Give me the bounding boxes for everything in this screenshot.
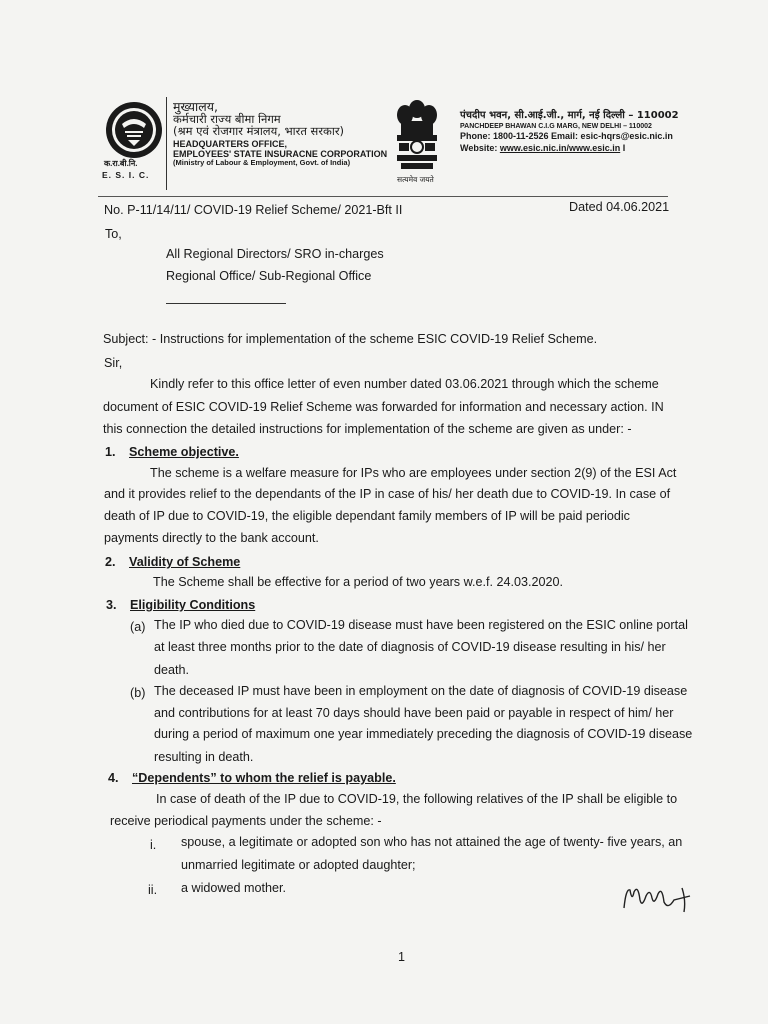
header-english-line-3: (Ministry of Labour & Employment, Govt. of India)	[173, 158, 351, 168]
condition-b-label: (b)	[130, 686, 146, 700]
section-3-heading	[106, 598, 255, 612]
condition-a-line-1: The IP who died due to COVID-19 disease must have been registered on the ESIC online portal	[154, 618, 688, 632]
website-link[interactable]: www.esic.nic.in/www.esic.in	[499, 142, 621, 153]
to-label: To,	[105, 227, 122, 241]
website-suffix: I	[620, 142, 626, 153]
section-4-number: 4.	[108, 771, 119, 785]
dependent-i-label: i.	[150, 838, 157, 852]
section-1-line-2: and it provides relief to the dependants of the IP in case of his/ her death due to COVID-19. In case of	[104, 487, 671, 501]
section-4-heading	[108, 771, 396, 785]
addressee-underline	[166, 303, 286, 304]
dependent-ii-line-1: a widowed mother.	[181, 881, 287, 895]
condition-a-line-2: at least three months prior to the date of diagnosis of COVID-19 disease resulting in his/ her	[154, 640, 666, 654]
condition-a-line-3: death.	[154, 663, 190, 677]
phone-email: Phone: 1800-11-2526 Email: esic-hqrs@esic.nic.in	[460, 131, 673, 142]
section-1-title: Scheme objective.	[129, 445, 239, 459]
condition-b-line-4: resulting in death.	[154, 750, 254, 764]
header-hindi-line-2: कर्मचारी राज्य बीमा निगम	[173, 112, 281, 127]
address-english: PANCHDEEP BHAWAN C.I.G MARG, NEW DELHI – 110002	[460, 122, 652, 130]
esic-abbr-hindi: क.रा.बी.नि.	[104, 159, 138, 168]
section-2-title: Validity of Scheme	[129, 555, 241, 569]
intro-line-1: Kindly refer to this office letter of even number dated 03.06.2021 through which the scheme	[150, 377, 659, 391]
reference-number: No. P-11/14/11/ COVID-19 Relief Scheme/ 2021-Bft II	[104, 203, 403, 217]
letter-date: Dated 04.06.2021	[569, 200, 670, 214]
section-1-line-1: The scheme is a welfare measure for IPs who are employees under section 2(9) of the ESI Act	[150, 466, 677, 480]
header-english-line-1: HEADQUARTERS OFFICE,	[173, 139, 288, 150]
section-2-line-1: The Scheme shall be effective for a period of two years w.e.f. 24.03.2020.	[153, 575, 564, 589]
header-divider	[166, 97, 167, 190]
section-1-heading	[105, 445, 239, 459]
condition-b-line-1: The deceased IP must have been in employment on the date of diagnosis of COVID-19 disease	[154, 684, 688, 698]
emblem-motto: सत्यमेव जयते	[397, 175, 434, 184]
addressee-line-2: Regional Office/ Sub-Regional Office	[166, 269, 372, 283]
website-line	[460, 143, 679, 154]
section-1-line-4: payments directly to the bank account.	[104, 531, 319, 545]
signature-icon	[620, 880, 700, 916]
addressee-line-1: All Regional Directors/ SRO in-charges	[166, 247, 384, 261]
national-emblem-icon	[393, 95, 441, 173]
section-1-line-3: death of IP due to COVID-19, the eligible dependant family members of IP will be paid periodic	[104, 509, 630, 523]
section-2-heading	[105, 555, 240, 569]
header-hindi-line-1: मुख्यालय,	[173, 99, 218, 114]
esic-abbr-english: E. S. I. C.	[102, 170, 150, 180]
section-2-number: 2.	[105, 555, 116, 569]
header-hindi-line-3: (श्रम एवं रोजगार मंत्रालय, भारत सरकार)	[173, 124, 345, 139]
address-hindi: पंचदीप भवन, सी.आई.जी., मार्ग, नई दिल्ली – 110002	[460, 110, 679, 121]
header-contact-block	[460, 110, 679, 154]
website-label: Website:	[460, 142, 500, 153]
section-4-line-1: In case of death of the IP due to COVID-19, the following relatives of the IP shall be eligible to	[156, 792, 678, 806]
subject-line: Subject: - Instructions for implementation of the scheme ESIC COVID-19 Relief Scheme.	[103, 332, 598, 346]
section-1-number: 1.	[105, 445, 116, 459]
section-3-number: 3.	[106, 598, 117, 612]
intro-line-3: this connection the detailed instructions for implementation of the scheme are given as under: -	[103, 422, 632, 436]
dependent-ii-label: ii.	[148, 883, 158, 897]
section-4-title: “Dependents” to whom the relief is payable.	[132, 771, 396, 785]
intro-line-2: document of ESIC COVID-19 Relief Scheme was forwarded for information and necessary action. IN	[103, 400, 664, 414]
salutation: Sir,	[104, 356, 123, 370]
esic-logo-icon	[104, 100, 164, 160]
dependent-i-line-2: unmarried legitimate or adopted daughter;	[181, 858, 416, 872]
section-4-line-2: receive periodical payments under the scheme: -	[110, 814, 382, 828]
condition-b-line-3: during a period of maximum one year immediately preceding the diagnosis of COVID-19 disease	[154, 727, 693, 741]
page-number: 1	[398, 950, 406, 964]
header-rule	[98, 196, 668, 197]
dependent-i-line-1: spouse, a legitimate or adopted son who has not attained the age of twenty- five years, an	[181, 835, 683, 849]
header-english-line-2: EMPLOYEES' STATE INSURACNE CORPORATION	[173, 148, 388, 159]
section-3-title: Eligibility Conditions	[130, 598, 256, 612]
condition-a-label: (a)	[130, 620, 146, 634]
header-org-block	[173, 100, 387, 167]
condition-b-line-2: and contributions for at least 70 days should have been paid or payable in respect of him/ her	[154, 706, 674, 720]
